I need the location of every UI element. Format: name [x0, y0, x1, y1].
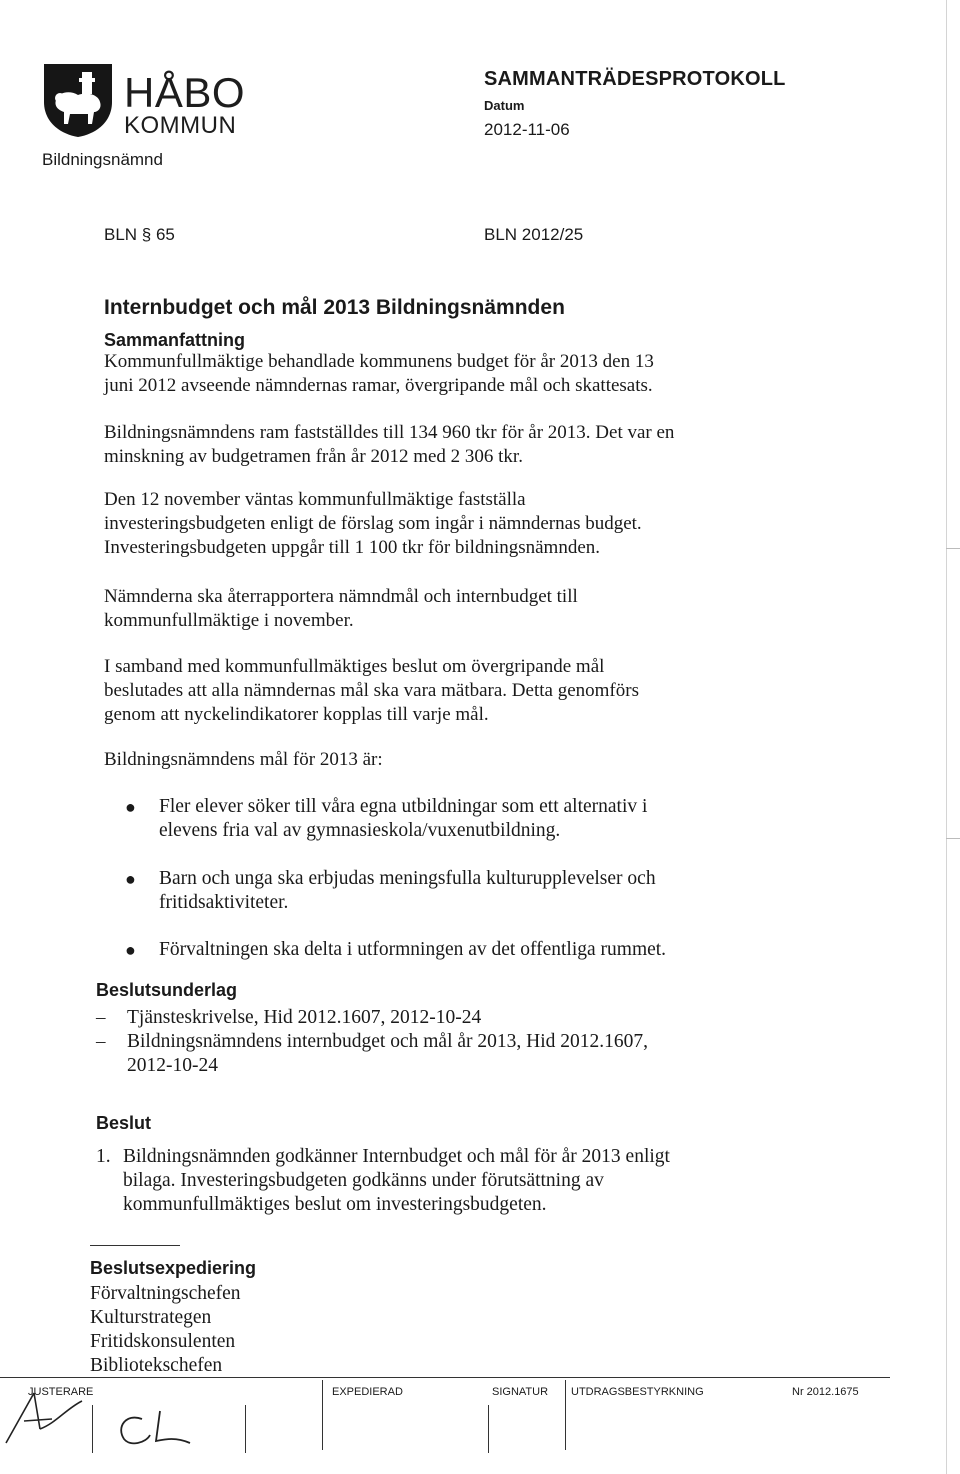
footer-rule: [0, 1377, 890, 1378]
decision-heading: Beslut: [96, 1113, 152, 1133]
text-line: Bildningsnämndens ram fastställdes till 134 960 tkr för år 2013. Det var en: [104, 422, 675, 443]
org-sub-name: KOMMUN: [124, 112, 237, 139]
text-line: Investeringsbudgeten uppgår till 1 100 tkr för bildningsnämnden.: [104, 537, 601, 558]
text-line: Nämnderna ska återrapportera nämndmål och internbudget till: [104, 586, 578, 607]
date-label: Datum: [484, 98, 525, 113]
text-line: Fler elever söker till våra egna utbildningar som ett alternativ i: [159, 796, 648, 817]
text-line: bilaga. Investeringsbudgeten godkänns under förutsättning av: [123, 1170, 604, 1191]
bullet-dot-icon: ●: [125, 869, 136, 889]
dash-marker: –: [96, 1031, 106, 1052]
list-item: Bibliotekschefen: [90, 1355, 223, 1376]
utdragsbestyrkning-label: UTDRAGSBESTYRKNING: [571, 1386, 704, 1398]
page-title: Internbudget och mål 2013 Bildningsnämnden: [104, 296, 565, 319]
text-line: 2012-10-24: [127, 1055, 218, 1076]
text-line: genom att nyckelindikatorer kopplas till varje mål.: [104, 704, 489, 725]
text-line: Kommunfullmäktige behandlade kommunens budget för år 2013 den 13: [104, 351, 654, 372]
summary-paragraph-4: [104, 585, 744, 633]
basis-item: [127, 1030, 648, 1078]
text-line: investeringsbudgeten enligt de förslag som ingår i nämndernas budget.: [104, 513, 642, 534]
paragraph-ref: BLN § 65: [104, 225, 175, 244]
goal-item: [159, 867, 656, 915]
text-line: Tjänsteskrivelse, Hid 2012.1607, 2012-10-24: [127, 1007, 482, 1028]
text-line: Den 12 november väntas kommunfullmäktige fastställa: [104, 489, 526, 510]
text-line: Bildningsnämnden godkänner Internbudget och mål för år 2013 enligt: [123, 1146, 670, 1167]
decision-text: [123, 1145, 670, 1217]
date-value: 2012-11-06: [484, 120, 570, 139]
basis-item: [127, 1006, 481, 1030]
dash-marker: –: [96, 1007, 106, 1028]
summary-paragraph-5: [104, 655, 744, 727]
department-name: Bildningsnämnd: [42, 150, 163, 169]
bullet-dot-icon: ●: [125, 940, 136, 960]
goals-intro: Bildningsnämndens mål för 2013 är:: [104, 749, 383, 770]
text-line: beslutades att alla nämndernas mål ska vara mätbara. Detta genomförs: [104, 680, 639, 701]
text-line: kommunfullmäktiges beslut om investeringsbudgeten.: [123, 1194, 547, 1215]
divider: [488, 1405, 489, 1453]
basis-heading: Beslutsunderlag: [96, 980, 238, 1000]
summary-paragraph-2: [104, 421, 744, 469]
case-ref: BLN 2012/25: [484, 225, 584, 244]
habo-crest-icon: [42, 62, 114, 138]
org-name: HÅBO: [124, 69, 246, 116]
summary-paragraph-3: [104, 488, 744, 560]
signatur-label: SIGNATUR: [492, 1386, 549, 1398]
justerare-label: JUSTERARE: [28, 1386, 94, 1398]
list-item: Kulturstrategen: [90, 1307, 212, 1328]
document-type: SAMMANTRÄDESPROTOKOLL: [484, 68, 786, 90]
goal-item: [159, 938, 666, 962]
divider: [90, 1245, 180, 1246]
text-line: Barn och unga ska erbjudas meningsfulla kulturupplevelser och: [159, 868, 656, 889]
page-edge: [946, 0, 947, 1474]
text-line: elevens fria val av gymnasieskola/vuxenutbildning.: [159, 820, 561, 841]
list-item: Fritidskonsulenten: [90, 1331, 236, 1352]
summary-paragraph-1: [104, 350, 744, 398]
list-item: Förvaltningschefen: [90, 1283, 241, 1304]
edge-mark: [946, 548, 960, 549]
edge-mark: [946, 838, 960, 839]
distribution-list: [90, 1282, 241, 1378]
divider: [322, 1380, 323, 1450]
document-number: Nr 2012.1675: [792, 1386, 859, 1398]
text-line: juni 2012 avseende nämndernas ramar, övergripande mål och skattesats.: [104, 375, 653, 396]
text-line: Förvaltningen ska delta i utformningen av det offentliga rummet.: [159, 939, 667, 960]
divider: [245, 1405, 246, 1453]
goal-item: [159, 795, 647, 843]
text-line: Bildningsnämndens internbudget och mål år 2013, Hid 2012.1607,: [127, 1031, 649, 1052]
text-line: I samband med kommunfullmäktiges beslut om övergripande mål: [104, 656, 605, 677]
text-line: fritidsaktiviteter.: [159, 892, 289, 913]
decision-number: 1.: [96, 1146, 111, 1167]
expedierad-label: EXPEDIERAD: [332, 1386, 403, 1398]
divider: [565, 1380, 566, 1450]
text-line: minskning av budgetramen från år 2012 med 2 306 tkr.: [104, 446, 523, 467]
summary-heading: Sammanfattning: [104, 330, 246, 350]
handwritten-initials: [0, 1385, 240, 1465]
distribution-heading: Beslutsexpediering: [90, 1258, 257, 1278]
bullet-dot-icon: ●: [125, 797, 136, 817]
text-line: kommunfullmäktige i november.: [104, 610, 354, 631]
